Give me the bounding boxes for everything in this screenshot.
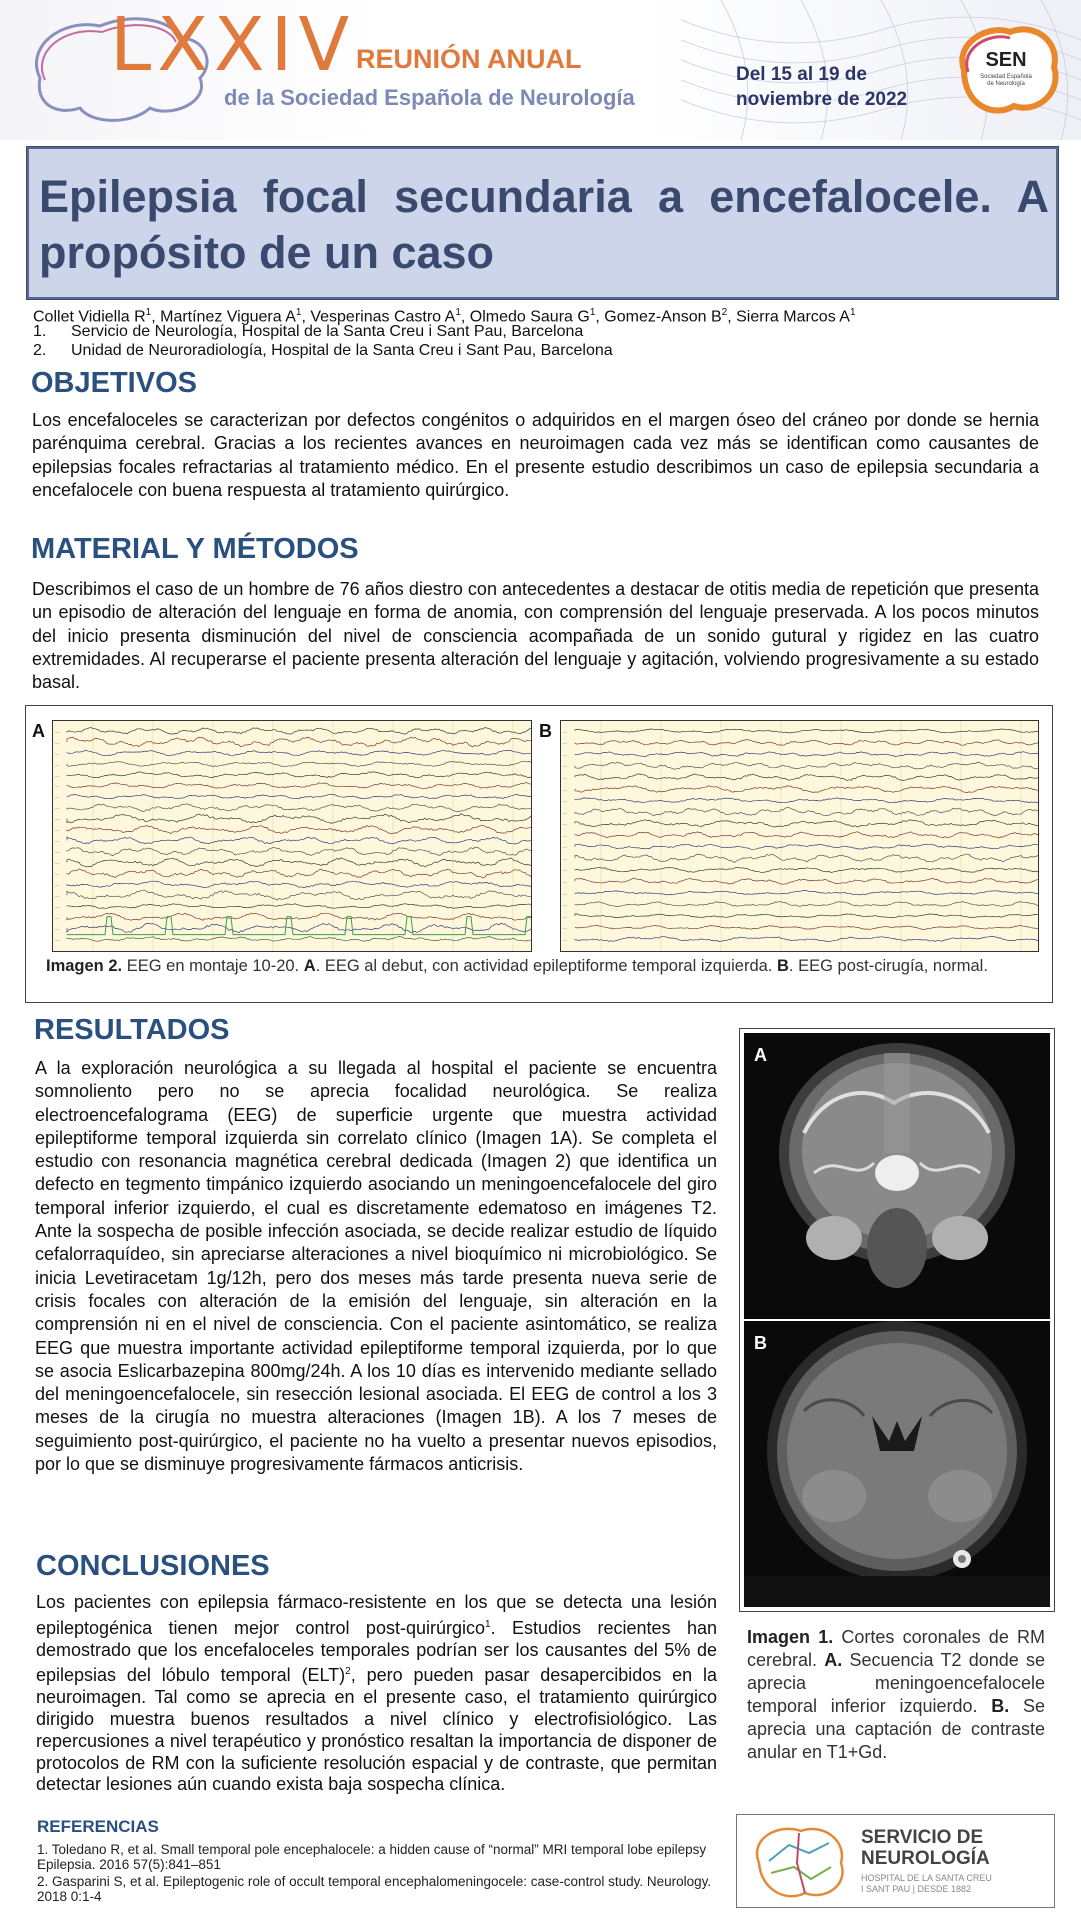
eeg-caption-part-2: . EEG al debut, con actividad epileptiforme temporal izquierda. (315, 957, 777, 975)
eeg-caption-part-3: . EEG post-cirugía, normal. (788, 957, 988, 975)
servicio-subtitle (861, 1873, 1011, 1895)
eeg-channel-trace (575, 762, 1039, 769)
eeg-channel-label: — (563, 729, 567, 734)
eeg-channel-label: — (55, 794, 59, 800)
eeg-channel-label: — (563, 775, 567, 781)
eeg-channel-label: — (563, 856, 567, 862)
affiliation-1-num: 1. (33, 323, 47, 340)
eeg-channel-label: — (55, 827, 59, 833)
sen-logo-text: SEN (985, 49, 1027, 71)
eeg-channel-label: — (55, 849, 59, 855)
material-heading: MATERIAL Y MÉTODOS (31, 533, 359, 565)
mri-caption-a: A. (824, 1650, 843, 1670)
eeg-channel-trace (575, 832, 1039, 838)
eeg-channel-label: — (563, 740, 567, 746)
meeting-dates (736, 62, 907, 112)
eeg-channel-trace (575, 902, 1039, 907)
eeg-channel-label: — (55, 838, 59, 844)
mri-image-a (744, 1033, 1050, 1319)
conclusiones-part-2: . Estudios recientes han demostrado que los encefaloceles temporales podrían ser los causantes del 5% de epilepsias del lóbulo temporal (ELT) (36, 1617, 717, 1686)
conclusiones-heading: CONCLUSIONES (36, 1550, 270, 1582)
servicio-line-2: NEUROLOGÍA (861, 1848, 990, 1869)
affiliation-1 (33, 322, 583, 341)
eeg-channel-trace (67, 737, 532, 747)
dates-line-2: noviembre de 2022 (736, 89, 908, 110)
eeg-channel-trace (67, 814, 532, 824)
mri-caption-label: Imagen 1. (747, 1627, 834, 1647)
eeg-trace-b (560, 720, 1039, 952)
eeg-channel-label: — (55, 805, 59, 811)
conclusiones-part-1: Los pacientes con epilepsia fármaco-resistente en los que se detecta una lesión epileptogénica tienen mejor control post-quirúrgico (36, 1592, 717, 1638)
mri-caption-part-3: Se aprecia una captación de contraste anular en T1+Gd. (747, 1696, 1045, 1762)
eeg-label-b: B (539, 721, 552, 741)
mri-caption-b: B. (991, 1696, 1010, 1716)
eeg-channel-trace (67, 772, 532, 778)
mri-label-b: B (754, 1333, 767, 1353)
society-name: de la Sociedad Española de Neurología (224, 85, 635, 110)
eeg-label-a: A (32, 721, 45, 741)
eeg-channel-trace (575, 774, 1039, 781)
eeg-channel-label: — (55, 893, 59, 899)
author-affiliation: 1 (589, 307, 596, 318)
conclusiones-text (36, 1592, 717, 1796)
author-name: Collet Vidiella R (33, 308, 146, 326)
author-name: Gomez-Anson B (604, 308, 722, 326)
eeg-channel-trace (67, 858, 532, 867)
author-name: Vesperinas Castro A (310, 308, 456, 326)
eeg-channel-trace (67, 826, 532, 834)
affiliation-2-text: Unidad de Neuroradiología, Hospital de la Santa Creu i Sant Pau, Barcelona (71, 342, 613, 359)
eeg-channel-trace (575, 891, 1039, 895)
sen-logo (950, 22, 1062, 118)
author-affiliation: 2 (721, 307, 728, 318)
eeg-channel-label: — (563, 752, 567, 758)
eeg-channel-trace (575, 729, 1039, 733)
objetivos-heading: OBJETIVOS (31, 367, 197, 399)
conclusiones-sup-2: 2 (345, 1666, 351, 1678)
eeg-channel-trace (575, 786, 1039, 793)
servicio-line-1: SERVICIO DE (861, 1827, 984, 1848)
mri-caption-part-1: Cortes coronales de RM cerebral. (747, 1627, 1045, 1670)
eeg-channel-label: — (563, 786, 567, 792)
eeg-channel-label: — (563, 902, 567, 908)
eeg-channel-trace (67, 890, 532, 900)
eeg-channel-label: — (55, 761, 59, 767)
affiliation-2-num: 2. (33, 342, 47, 359)
eeg-channel-trace (575, 808, 1039, 816)
eeg-channel-trace (575, 925, 1039, 929)
eeg-channel-trace (67, 761, 532, 767)
conclusiones-sup-1: 1 (485, 1618, 491, 1630)
eeg-channel-label: — (55, 926, 59, 932)
eeg-figure (25, 705, 1053, 1003)
eeg-channel-trace (575, 752, 1039, 757)
reference-1: 1. Toledano R, et al. Small temporal pole encephalocele: a hidden cause of “normal” MRI temporal lobe epilepsy Epilepsia. 2016 57(5):841–851 (37, 1842, 707, 1872)
resultados-heading: RESULTADOS (34, 1014, 230, 1046)
mri-t1gd-image (744, 1321, 1050, 1607)
eeg-trace-a (52, 720, 532, 952)
eeg-channel-trace (575, 878, 1039, 884)
servicio-sub-2: I SANT PAU | DESDE 1882 (861, 1884, 972, 1894)
eeg-channel-label: — (55, 904, 59, 910)
eeg-channel-trace (67, 804, 532, 812)
eeg-channel-label: — (55, 915, 59, 921)
eeg-caption-b: B (777, 957, 789, 975)
eeg-channel-label: — (563, 844, 567, 850)
eeg-channel-label: — (563, 890, 567, 896)
servicio-title (861, 1827, 990, 1869)
eeg-channel-trace (67, 881, 532, 888)
referencias-heading: REFERENCIAS (37, 1817, 159, 1836)
header-banner (0, 0, 1081, 140)
author-name: Martínez Viguera A (160, 308, 296, 326)
author-name: Sierra Marcos A (736, 308, 850, 326)
servicio-logo (736, 1814, 1055, 1908)
sen-logo-sub1: Sociedad Española (980, 74, 1032, 80)
eeg-channel-trace (575, 820, 1039, 827)
eeg-channel-label: — (563, 763, 567, 769)
authors-line: Collet Vidiella $R^1$, Martínez Viguera $A^1$, Vesperinas Castro $A^1$, Olmedo Saura $G^1$, Gomez-Anson $B^2$, Sierra Marcos $A^1$ (33, 307, 856, 326)
eeg-channel-trace (575, 854, 1039, 862)
eeg-trace-b-svg (561, 721, 1039, 952)
mri-t2-image (744, 1033, 1050, 1319)
eeg-channel-label: — (55, 860, 59, 866)
author-affiliation: 1 (295, 307, 302, 318)
eeg-channel-trace (67, 937, 532, 942)
eeg-channel-label: — (563, 925, 567, 931)
eeg-channel-trace (67, 837, 532, 844)
author-name: Olmedo Saura G (469, 308, 590, 326)
eeg-channel-label: — (55, 772, 59, 778)
eeg-channel-trace (67, 847, 532, 856)
eeg-channel-trace (575, 936, 1039, 941)
eeg-channel-label: — (55, 739, 59, 745)
eeg-channel-trace (575, 867, 1039, 872)
neurologia-brain-icon (749, 1823, 849, 1901)
eeg-channel-label: — (563, 913, 567, 919)
conclusiones-part-3: , pero pueden pasar desapercibidos en la neuroimagen. Tal como se aprecia en el presente caso, el tratamiento quirúrgico dirigido muestra buenos resultados a nivel clínico y electrofisiológico. Las repercusiones a nivel terapéutico y pronóstico resaltan la importancia de disponer de protocolos de RM con la suficiente resolución espacial y de contraste, que permitan detectar lesiones aún cuando exista baja sospecha clínica. (36, 1665, 718, 1795)
mri-figure (739, 1028, 1055, 1612)
mri-image-b (744, 1321, 1050, 1607)
affiliation-2 (33, 341, 613, 360)
eeg-channel-label: — (563, 937, 567, 942)
objetivos-text: Los encefaloceles se caracterizan por defectos congénitos o adquiridos en el margen óseo del cráneo por donde se hernia parénquima cerebral. Gracias a los recientes avances en neuroimagen cada vez más se identifican como causantes de epilepsias focales refractarias al tratamiento médico. En el presente estudio describimos un caso de epilepsia secundaria a encefalocele con buena respuesta al tratamiento quirúrgico. (32, 410, 1039, 500)
eeg-channel-label: — (563, 867, 567, 873)
eeg-channel-label: — (55, 729, 59, 734)
resultados-text: A la exploración neurológica a su llegada al hospital el paciente se encuentra somnoliento pero no se aprecia focalidad neurológica. Se realiza electroencefalograma (EEG) de superficie urgente que muestra actividad epileptiforme temporal izquierda sin correlato clínico (Imagen 1A). Se completa el estudio con resonancia magnética cerebral dedicada (Imagen 2) que identifica un defecto en tegmento timpánico izquierdo asociando un meningoencefalocele del giro temporal inferior izquierdo, el cual es discretamente edematoso en imágenes T2. Ante la sospecha de posible infección asociada, se decide realizar estudio de líquido cefalorraquídeo, sin apreciarse alteraciones a nivel bioquímico ni microbiológico. Se inicia Levetiracetam 1g/12h, pero dos meses más tarde presenta nueva serie de crisis focales con alteración de la emisión del lenguaje, sin alteración en la comprensión ni en el nivel de consciencia. Con el paciente asintomático, se realiza EEG que muestra importante actividad epileptiforme temporal izquierda, por lo que se asocia Eslicarbazepina 800mg/24h. A los 10 días es intervenido mediante sellado del meningoencefalocele, sin resección lesional asociada. El EEG de control a los 3 meses de la cirugía no muestra alteraciones (Imagen 1B). A los 7 meses de seguimiento post-quirúrgico, el paciente no ha vuelto a presentar nuevos episodios, por lo que se disminuye progresivamente fármacos anticrisis. (35, 1058, 717, 1475)
eeg-channel-trace (67, 923, 532, 933)
mri-caption-part-2: Secuencia T2 donde se aprecia meningoencefalocele temporal inferior izquierdo. (747, 1650, 1045, 1716)
eeg-trace-a-svg (53, 721, 532, 952)
edition-number: LXXIV (110, 2, 356, 88)
author-affiliation: 1 (849, 307, 856, 318)
affiliation-1-text: Servicio de Neurología, Hospital de la Santa Creu i Sant Pau, Barcelona (71, 323, 584, 340)
author-affiliation: 1 (145, 307, 152, 318)
servicio-sub-1: HOSPITAL DE LA SANTA CREU (861, 1873, 992, 1883)
eeg-channel-trace (67, 904, 532, 909)
eeg-channel-trace (575, 914, 1039, 918)
eeg-channel-label: — (55, 816, 59, 822)
eeg-channel-label: — (55, 750, 59, 756)
sen-logo-sub2: de Neurología (987, 81, 1025, 87)
eeg-channel-label: — (563, 809, 567, 815)
eeg-channel-label: — (563, 821, 567, 827)
eeg-channel-label: — (55, 783, 59, 789)
material-text: Describimos el caso de un hombre de 76 años diestro con antecedentes a destacar de otitis media de repetición que presenta un episodio de alteración del lenguaje en forma de anomia, con comprensión del lenguaje preservada. A los pocos minutos del inicio presenta disminución del nivel de consciencia acompañada de un sonido gutural y rigidez en las cuatro extremidades. Al recuperarse el paciente presenta alteración del lenguaje y agitación, volviendo progresivamente a su estado basal. (32, 579, 1039, 693)
mri-caption (747, 1626, 1045, 1764)
eeg-caption-a: A (303, 957, 316, 975)
eeg-channel-label: — (563, 798, 567, 804)
eeg-channel-label: — (563, 879, 567, 885)
poster-title: Epilepsia focal secundaria a encefalocele. A propósito de un caso (39, 171, 1049, 278)
eeg-caption (46, 956, 1031, 976)
dates-line-1: Del 15 al 19 de (736, 64, 867, 85)
mri-label-a: A (754, 1045, 767, 1065)
reference-2: 2. Gasparini S, et al. Epileptogenic role of occult temporal encephalomeningocele: case-control study. Neurology. 2018 0:1-4 (37, 1874, 712, 1904)
eeg-channel-label: — (55, 937, 59, 942)
eeg-caption-label: Imagen 2. (46, 957, 123, 975)
meeting-title: REUNIÓN ANUAL (356, 44, 582, 74)
eeg-channel-trace (67, 869, 532, 878)
eeg-channel-label: — (55, 882, 59, 888)
eeg-channel-trace (67, 783, 532, 789)
eeg-caption-part-1: EEG en montaje 10-20. (122, 957, 304, 975)
eeg-channel-label: — (563, 833, 567, 838)
eeg-channel-trace (67, 728, 532, 735)
eeg-channel-trace (575, 798, 1039, 803)
eeg-channel-label: — (55, 871, 59, 877)
eeg-channel-trace (575, 740, 1039, 746)
title-box (27, 147, 1058, 299)
eeg-channel-trace (67, 913, 532, 920)
eeg-channel-trace (67, 794, 532, 799)
eeg-channel-trace (67, 750, 532, 756)
author-affiliation: 1 (455, 307, 461, 318)
eeg-channel-trace (575, 844, 1039, 849)
